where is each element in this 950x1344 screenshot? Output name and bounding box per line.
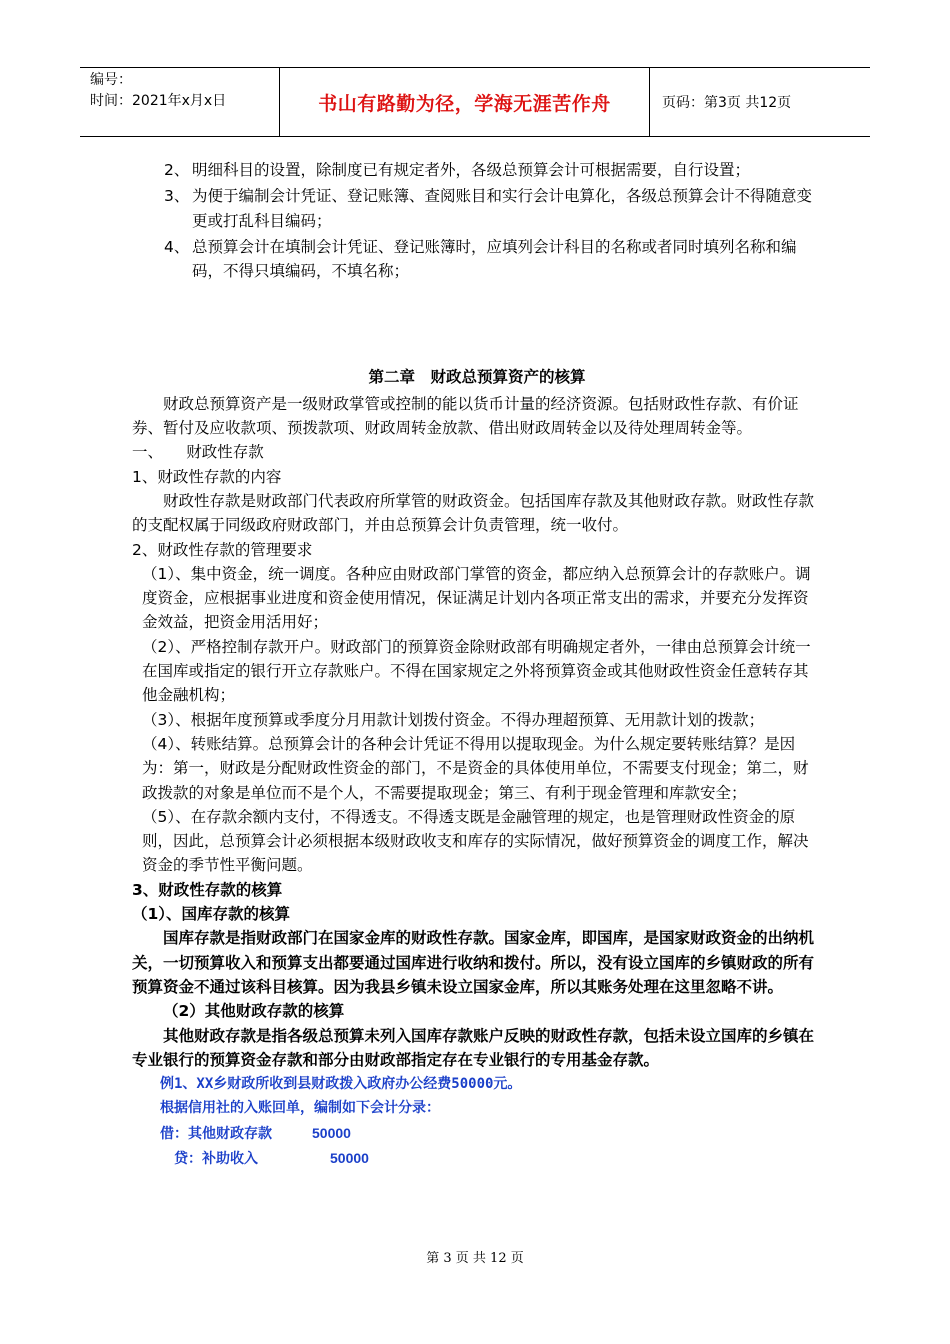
requirement-5: （5）、在存款余额内支付，不得透支。不得透支既是金融管理的规定，也是管理财政性资金的原则，因此，总预算会计必须根据本级财政收支和库存的实际情况，做好预算资金的调度工作，解决资金的季节性平衡问题。 [142,807,809,875]
header-page-info: 页码：第3页 共12页 [662,95,792,111]
debit-amount: 50000 [312,1124,351,1141]
requirement-4: （4）、转账结算。总预算会计的各种会计凭证不得用以提取现金。为什么规定要转账结算？是因为：第一，财政是分配财政性资金的部门，不是资金的具体使用单位，不需要支付现金；第二，财政拨款的对象是单位而不是个人，不需要提取现金；第三、有利于现金管理和库款安全； [142,734,809,802]
paragraph: 国库存款是指财政部门在国家金库的财政性存款。国家金库，即国库，是国家财政资金的出纳机关，一切预算收入和预算支出都要通过国库进行收纳和拨付。所以，没有设立国库的乡镇财政的所有预算资金不通过该科目核算。因为我县乡镇未设立国家金库，所以其账务处理在这里忽略不讲。 [132,929,815,996]
list-item-text: 总预算会计在填制会计凭证、登记账簿时，应填列会计科目的名称或者同时填列名称和编码，不得只填编码，不填名称； [192,237,797,281]
journal-credit [132,1146,822,1171]
list-item-number: 2、 [164,161,190,179]
list-item [164,158,822,182]
credit-label: 贷：补助收入 [174,1150,258,1167]
number-label: 编号： [90,72,132,88]
intro-paragraph: 财政总预算资产是一级财政掌管或控制的能以货币计量的经济资源。包括财政性存款、有价证券、暂付及应收款项、预拨款项、财政周转金放款、借出财政周转金以及待处理周转金等。 [132,394,799,438]
time-label: 时间：2021年x月x日 [90,93,227,109]
list-item-number: 3、 [164,187,190,206]
subsection-heading: 1、财政性存款的内容 [132,467,282,486]
credit-amount: 50000 [330,1149,369,1166]
subsection-heading: 3、财政性存款的核算 [132,880,283,899]
requirement-3: （3）、根据年度预算或季度分月用款计划拨付资金。不得办理超预算、无用款计划的拨款； [142,710,765,729]
page-footer: 第 3 页 共 12 页 [426,1251,524,1266]
list-item [164,184,822,233]
subsubsection-heading: （2）其他财政存款的核算 [163,1002,345,1021]
journal-debit [132,1121,822,1146]
example-line: 根据信用社的入账回单，编制如下会计分录： [160,1100,440,1117]
section-heading: 一、 财政性存款 [132,443,264,462]
example-line: 例1、XX乡财政所收到县财政拨入政府办公经费50000元。 [160,1076,522,1093]
subsubsection-heading: （1）、国库存款的核算 [132,905,291,924]
header-motto: 书山有路勤为径，学海无涯苦作舟 [280,68,650,136]
chapter-title: 第二章 财政总预算资产的核算 [368,368,586,387]
subsection-heading: 2、财政性存款的管理要求 [132,540,313,559]
requirement-1: （1）、集中资金，统一调度。各种应由财政部门掌管的资金，都应纳入总预算会计的存款账户。调度资金，应根据事业进度和资金使用情况，保证满足计划内各项正常支出的需求，并要充分发挥资金效益，把资金用活用好； [142,564,811,632]
list-item [164,235,822,284]
paragraph: 财政性存款是财政部门代表政府所掌管的财政资金。包括国库存款及其他财政存款。财政性存款的支配权属于同级政府财政部门，并由总预算会计负责管理，统一收付。 [132,491,815,535]
debit-label: 借：其他财政存款 [160,1125,272,1142]
list-item-text: 明细科目的设置，除制度已有规定者外，各级总预算会计可根据需要，自行设置； [192,161,751,179]
page-header [80,67,870,137]
document-body [132,158,822,1171]
list-item-text: 为便于编制会计凭证、登记账簿、查阅账目和实行会计电算化，各级总预算会计不得随意变更或打乱科目编码； [192,187,813,230]
list-item-number: 4、 [164,237,190,256]
header-meta [80,68,280,136]
requirement-2: （2）、严格控制存款开户。财政部门的预算资金除财政部有明确规定者外，一律由总预算会计统一在国库或指定的银行开立存款账户。不得在国家规定之外将预算资金或其他财政性资金任意转存其他金融机构； [142,637,811,705]
paragraph: 其他财政存款是指各级总预算未列入国库存款账户反映的财政性存款，包括未设立国库的乡镇在专业银行的预算资金存款和部分由财政部指定存在专业银行的专用基金存款。 [132,1026,815,1069]
